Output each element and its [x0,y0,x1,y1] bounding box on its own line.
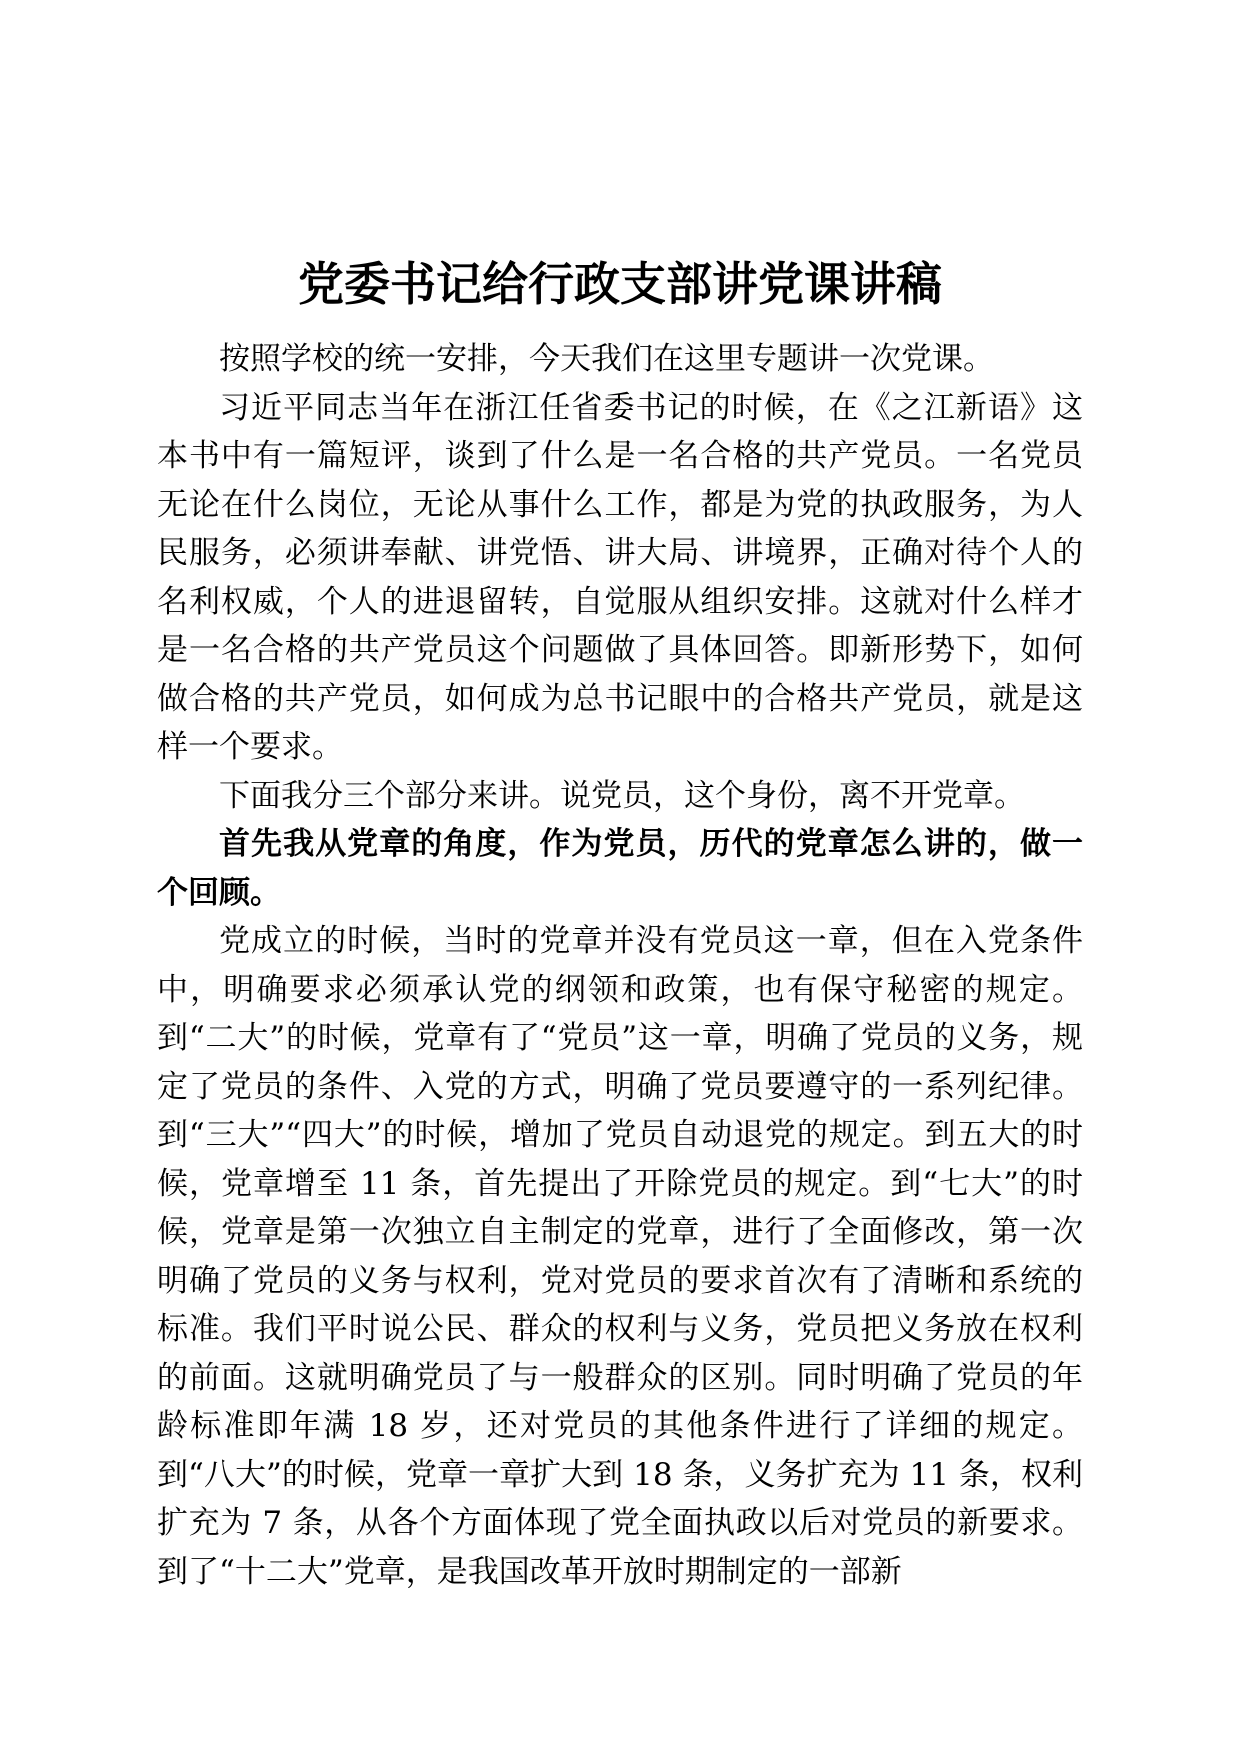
paragraph-history: 党成立的时候，当时的党章并没有党员这一章，但在入党条件中，明确要求必须承认党的纲领和政策，也有保守秘密的规定。到“二大”的时候，党章有了“党员”这一章，明确了党员的义务，规定了党员的条件、入党的方式，明确了党员要遵守的一系列纪律。到“三大”“四大”的时候，增加了党员自动退党的规定。到五大的时候，党章增至 11 条，首先提出了开除党员的规定。到“七大”的时候，党章是第一次独立自主制定的党章，进行了全面修改，第一次明确了党员的义务与权利，党对党员的要求首次有了清晰和系统的标准。我们平时说公民、群众的权利与义务，党员把义务放在权利的前面。这就明确党员了与一般群众的区别。同时明确了党员的年龄标准即年满 18 岁，还对党员的其他条件进行了详细的规定。到“八大”的时候，党章一章扩大到 18 条，义务扩充为 11 条，权利扩充为 7 条，从各个方面体现了党全面执政以后对党员的新要求。到了“十二大”党章，是我国改革开放时期制定的一部新 [157,923,1083,1590]
section-heading-party-constitution: 首先我从党章的角度，作为党员，历代的党章怎么讲的，做一个回顾。 [157,826,1083,911]
document-body [157,335,1083,1596]
document-title: 党委书记给行政支部讲党课讲稿 [298,257,942,311]
paragraph-intro: 按照学校的统一安排，今天我们在这里专题讲一次党课。 [219,341,994,377]
paragraph-zhijiang: 习近平同志当年在浙江任省委书记的时候，在《之江新语》这本书中有一篇短评，谈到了什么是一名合格的共产党员。一名党员无论在什么岗位，无论从事什么工作，都是为党的执政服务，为人民服务，必须讲奉献、讲党悟、讲大局、讲境界，正确对待个人的名利权威，个人的进退留转，自觉服从组织安排。这就对什么样才是一名合格的共产党员这个问题做了具体回答。即新形势下，如何做合格的共产党员，如何成为总书记眼中的合格共产党员，就是这样一个要求。 [157,389,1083,765]
paragraph-outline: 下面我分三个部分来讲。说党员，这个身份，离不开党章。 [219,777,1025,814]
